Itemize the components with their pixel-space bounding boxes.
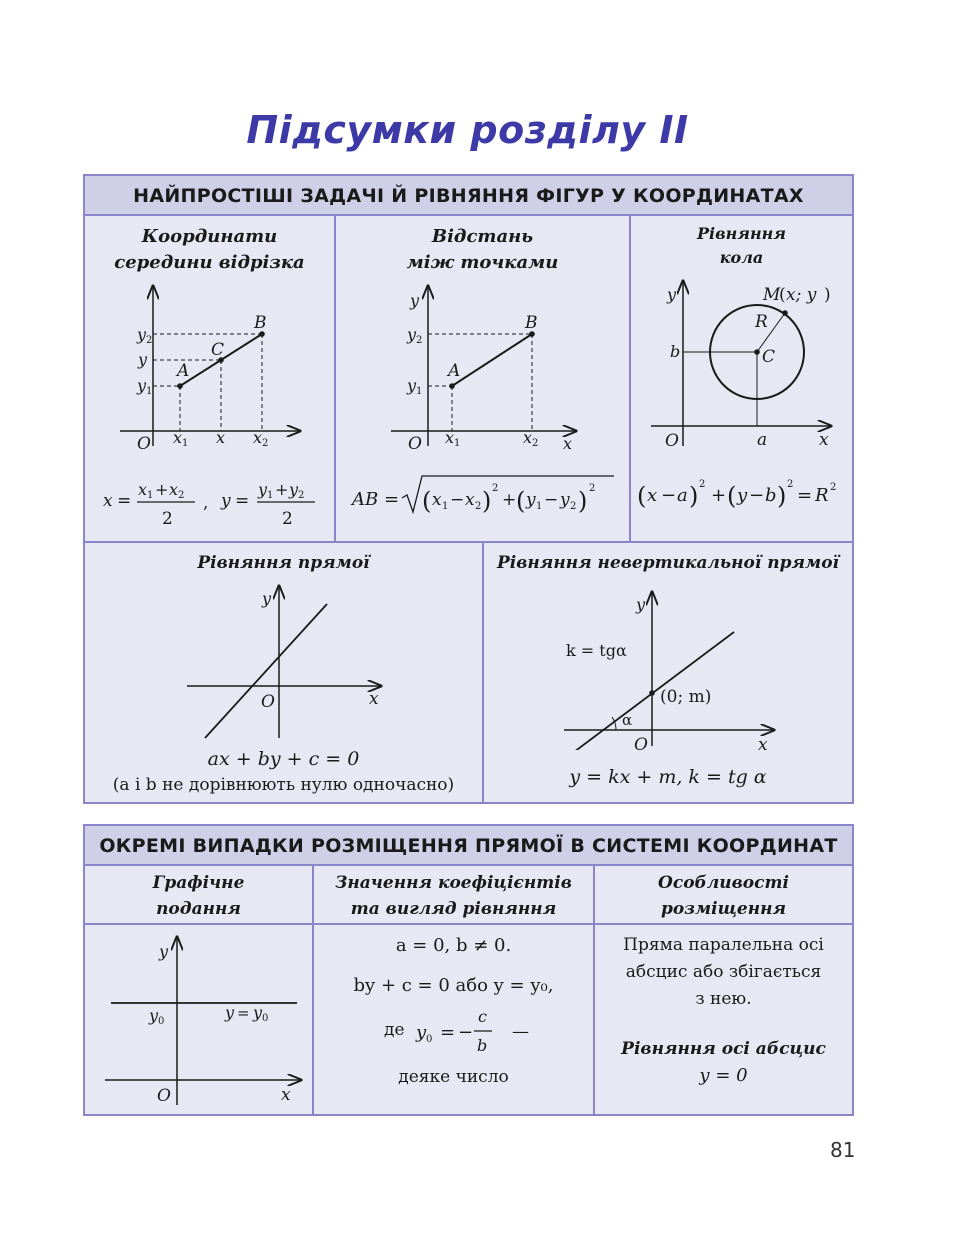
svg-text:x: x (173, 428, 183, 447)
svg-text:O: O (665, 431, 679, 451)
svg-text:x: x (465, 490, 475, 510)
svg-text:y: y (560, 490, 570, 510)
svg-text:1: 1 (146, 386, 153, 397)
header-line: та вигляд рівняння (350, 899, 557, 919)
nonvertical-caption: Рівняння невертикальної прямої (496, 553, 839, 573)
svg-text:2: 2 (282, 509, 293, 529)
x-axis-equation: y = 0 (699, 1065, 748, 1086)
svg-text:c: c (478, 1007, 487, 1026)
svg-text:−: − (544, 490, 559, 510)
svg-text:=: = (797, 485, 813, 506)
header-line: Значення коефіцієнтів (335, 873, 572, 893)
header-line: Особливості (658, 873, 789, 893)
svg-text:B: B (254, 313, 267, 333)
circle-diagram (631, 276, 852, 541)
svg-text:2: 2 (492, 483, 499, 494)
coef-line-4: деяке число (398, 1067, 509, 1087)
svg-text:R: R (755, 312, 768, 332)
svg-text:b: b (765, 485, 777, 506)
svg-text:2: 2 (589, 483, 596, 494)
svg-text:(: ( (422, 487, 432, 515)
svg-text:y: y (410, 291, 420, 310)
desc-line: з нею. (695, 989, 752, 1009)
caption-line: Рівняння (696, 224, 787, 243)
svg-text:2: 2 (787, 479, 794, 490)
midpoint-diagram (85, 276, 334, 541)
svg-text:y: y (407, 325, 417, 344)
midpoint-caption (85, 224, 334, 276)
svg-text:y: y (149, 1006, 159, 1025)
svg-text:): ) (578, 487, 588, 515)
col-coefficients-header (314, 870, 593, 922)
x-axis-equation-title: Рівняння осі абсцис (621, 1039, 826, 1059)
svg-text:y: y (258, 480, 268, 499)
svg-text:1: 1 (442, 501, 449, 512)
svg-text:+: + (711, 485, 727, 506)
svg-text:=: = (237, 1004, 250, 1022)
line-note: (a і b не дорівнюють нулю одночасно) (112, 775, 455, 795)
coef-line-2: by + c = 0 або y = y₀, (353, 975, 554, 996)
svg-text:1: 1 (416, 386, 423, 397)
caption-line: Координати (141, 226, 278, 247)
svg-text:a: a (677, 485, 688, 506)
svg-text:x: x (432, 490, 442, 510)
svg-text:0: 0 (262, 1013, 269, 1024)
svg-text:y: y (137, 325, 147, 344)
svg-text:0: 0 (158, 1016, 165, 1027)
svg-text:O: O (261, 692, 275, 712)
svg-text:): ) (824, 285, 831, 305)
distance-caption (336, 224, 629, 276)
svg-text:1: 1 (147, 490, 154, 501)
svg-text:x: x (138, 480, 148, 499)
header-line: подання (156, 899, 241, 919)
svg-text:2: 2 (475, 501, 482, 512)
svg-text:2: 2 (162, 509, 173, 529)
svg-text:x: x (169, 480, 179, 499)
y0-fraction (414, 1004, 554, 1060)
line-caption: Рівняння прямої (197, 553, 370, 573)
svg-text:x: x (253, 428, 263, 447)
svg-text:): ) (482, 487, 492, 515)
svg-text:−: − (458, 1022, 474, 1043)
svg-text:=: = (117, 491, 132, 511)
col-features-header (595, 870, 852, 922)
svg-text:0: 0 (426, 1034, 433, 1045)
svg-text:(: ( (727, 482, 737, 510)
line-formula: ax + by + c = 0 (207, 748, 360, 770)
header-line: розміщення (660, 899, 787, 919)
page-number: 81 (830, 1138, 856, 1162)
svg-text:−: − (450, 490, 465, 510)
svg-text:—: — (512, 1022, 529, 1042)
svg-text:−: − (661, 485, 677, 506)
svg-text:x: x (216, 428, 226, 447)
svg-text:y: y (667, 285, 677, 304)
svg-text:x: x (647, 485, 658, 506)
svg-text:2: 2 (532, 438, 539, 449)
feature-description (595, 932, 852, 1013)
divider (85, 541, 852, 543)
svg-text:2: 2 (178, 490, 185, 501)
svg-text:O: O (157, 1086, 171, 1106)
svg-text:y: y (159, 942, 169, 961)
col-graphic-header (85, 870, 312, 922)
nonvertical-diagram (484, 580, 852, 750)
svg-text:x: x (103, 491, 113, 511)
svg-text:=: = (440, 1022, 456, 1043)
svg-text:C: C (211, 340, 225, 360)
k-label: k = tgα (566, 641, 627, 660)
svg-text:2: 2 (146, 335, 153, 346)
desc-line: Пряма паралельна осі (623, 935, 824, 955)
svg-text:y: y (262, 589, 272, 608)
svg-text:x: x (369, 689, 379, 709)
svg-text:y: y (138, 350, 148, 369)
svg-text:2: 2 (570, 501, 577, 512)
svg-text:,: , (203, 493, 209, 513)
svg-text:y: y (737, 485, 748, 506)
svg-text:C: C (762, 347, 776, 367)
coef-where-label: де (384, 1020, 405, 1040)
svg-text:B: B (525, 313, 538, 333)
svg-text:=: = (384, 489, 400, 510)
svg-text:1: 1 (454, 438, 461, 449)
caption-line: кола (719, 248, 764, 267)
svg-text:2: 2 (699, 479, 706, 490)
svg-text:1: 1 (182, 438, 189, 449)
caption-line: середини відрізка (114, 252, 305, 273)
svg-text:x: x (819, 430, 829, 450)
nonvertical-formula: y = kx + m, k = tg α (569, 766, 767, 788)
svg-text:M: M (763, 285, 781, 305)
svg-text:(: ( (637, 482, 647, 510)
page-title: Підсумки розділу II (246, 108, 689, 152)
svg-text:y: y (407, 376, 417, 395)
svg-text:A: A (177, 361, 190, 381)
table1-header: НАЙПРОСТІШІ ЗАДАЧІ Й РІВНЯННЯ ФІГУР У КООРДИНАТАХ (85, 176, 852, 216)
svg-text:=: = (235, 491, 250, 511)
table-line-special-cases (83, 824, 854, 1116)
svg-text:1: 1 (536, 501, 543, 512)
svg-text:y: y (289, 480, 299, 499)
svg-text:2: 2 (416, 335, 423, 346)
svg-text:a: a (757, 430, 768, 450)
svg-text:x: x (445, 428, 455, 447)
svg-text:−: − (749, 485, 765, 506)
svg-text:b: b (670, 342, 681, 361)
svg-text:2: 2 (830, 482, 837, 493)
caption-line: Відстань (431, 226, 534, 247)
svg-text:): ) (689, 482, 699, 510)
svg-text:+: + (155, 480, 169, 499)
svg-text:y: y (221, 491, 231, 511)
horizontal-line-diagram (85, 925, 312, 1114)
svg-text:): ) (777, 482, 787, 510)
coef-line-1: a = 0, b ≠ 0. (395, 935, 512, 956)
svg-text:(: ( (516, 487, 526, 515)
svg-text:b: b (477, 1036, 488, 1055)
svg-text:y: y (526, 490, 536, 510)
svg-text:O: O (137, 434, 151, 454)
svg-text:O: O (634, 735, 648, 750)
svg-text:2: 2 (262, 438, 269, 449)
svg-text:(: ( (779, 285, 786, 305)
svg-text:R: R (815, 485, 829, 506)
svg-text:x; y: x; y (786, 285, 817, 305)
svg-text:2: 2 (298, 490, 305, 501)
svg-text:y: y (137, 376, 147, 395)
svg-text:x: x (563, 434, 573, 453)
coef-line-3 (314, 1004, 593, 1060)
svg-text:y: y (253, 1003, 263, 1022)
caption-line: між точками (406, 252, 559, 273)
svg-text:AB: AB (352, 489, 379, 510)
desc-line: абсцис або збігається (625, 962, 822, 982)
svg-text:y: y (636, 595, 646, 614)
line-diagram (85, 580, 482, 750)
circle-caption (631, 222, 852, 270)
svg-text:y: y (416, 1022, 427, 1043)
point-label: (0; m) (660, 687, 712, 707)
svg-text:A: A (448, 361, 461, 381)
table-figures-in-coordinates (83, 174, 854, 804)
svg-text:α: α (622, 711, 633, 729)
svg-text:O: O (408, 434, 422, 454)
table2-header: ОКРЕМІ ВИПАДКИ РОЗМІЩЕННЯ ПРЯМОЇ В СИСТЕМІ КООРДИНАТ (85, 826, 852, 866)
svg-text:1: 1 (267, 490, 274, 501)
svg-text:x: x (758, 735, 768, 750)
svg-text:x: x (523, 428, 533, 447)
svg-text:+: + (275, 480, 289, 499)
svg-text:x: x (281, 1085, 291, 1105)
distance-diagram (336, 276, 629, 541)
svg-text:+: + (502, 490, 517, 510)
svg-text:y: y (225, 1003, 235, 1022)
header-line: Графічне (152, 873, 245, 893)
